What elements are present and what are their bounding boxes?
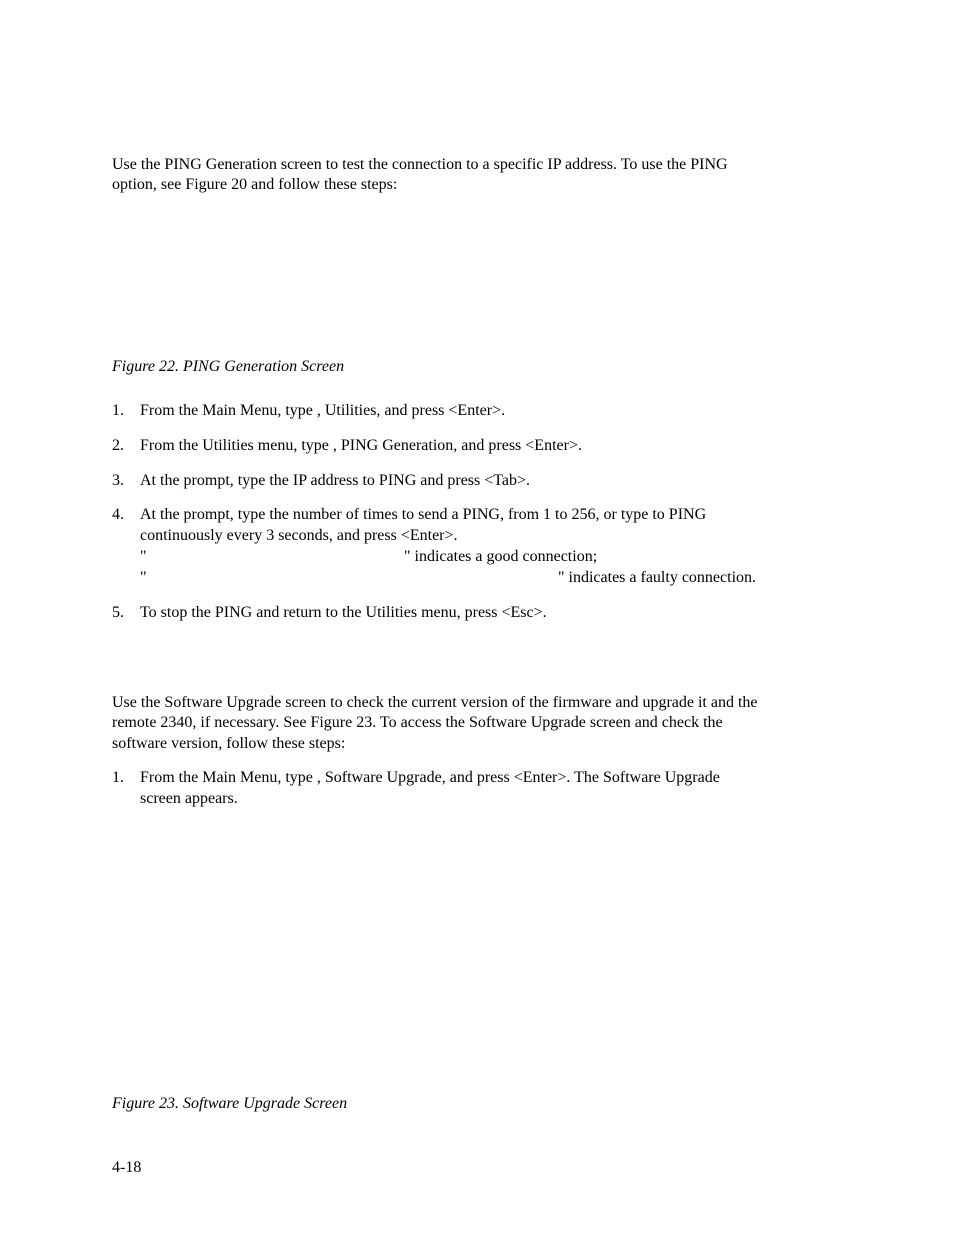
upgrade-intro-line-1: Use the Software Upgrade screen to check the current version of the firmware and upgrade it and the <box>112 694 758 711</box>
ping-intro-line-1: Use the PING Generation screen to test the connection to a specific IP address. To use the PING <box>112 156 728 173</box>
figure-23-caption: Figure 23. Software Upgrade Screen <box>112 1095 348 1112</box>
ping-step-4-faulty-text: " indicates a faulty connection. <box>558 569 757 586</box>
ping-step-2-number: 2. <box>112 437 124 454</box>
ping-step-4-continuation: continuously every 3 seconds, and press <Enter>. <box>140 527 458 544</box>
upgrade-step-1-number: 1. <box>112 769 124 786</box>
ping-intro-line-2: option, see Figure 20 and follow these steps: <box>112 176 398 193</box>
ping-step-3-text: At the prompt, type the IP address to PING and press <Tab>. <box>140 472 531 489</box>
ping-step-3-number: 3. <box>112 472 124 489</box>
ping-step-4-good-text: " indicates a good connection; <box>404 548 598 565</box>
upgrade-step-1-continuation: screen appears. <box>140 790 238 807</box>
page-number: 4-18 <box>112 1159 142 1176</box>
ping-step-4-text: At the prompt, type the number of times to send a PING, from 1 to 256, or type to PING <box>140 506 707 523</box>
upgrade-intro-line-3: software version, follow these steps: <box>112 735 346 752</box>
ping-step-4-faulty-quote: " <box>140 569 147 586</box>
ping-step-1-number: 1. <box>112 402 124 419</box>
ping-step-5-text: To stop the PING and return to the Utilities menu, press <Esc>. <box>140 604 547 621</box>
ping-step-1-text: From the Main Menu, type , Utilities, and press <Enter>. <box>140 402 506 419</box>
upgrade-step-1-text: From the Main Menu, type , Software Upgrade, and press <Enter>. The Software Upgrade <box>140 769 720 786</box>
ping-step-4-good-quote: " <box>140 548 147 565</box>
ping-step-2-text: From the Utilities menu, type , PING Generation, and press <Enter>. <box>140 437 582 454</box>
ping-step-5-number: 5. <box>112 604 124 621</box>
upgrade-intro-line-2: remote 2340, if necessary. See Figure 23. To access the Software Upgrade screen and check the <box>112 714 723 731</box>
ping-step-4-number: 4. <box>112 506 124 523</box>
figure-22-caption: Figure 22. PING Generation Screen <box>112 358 345 375</box>
